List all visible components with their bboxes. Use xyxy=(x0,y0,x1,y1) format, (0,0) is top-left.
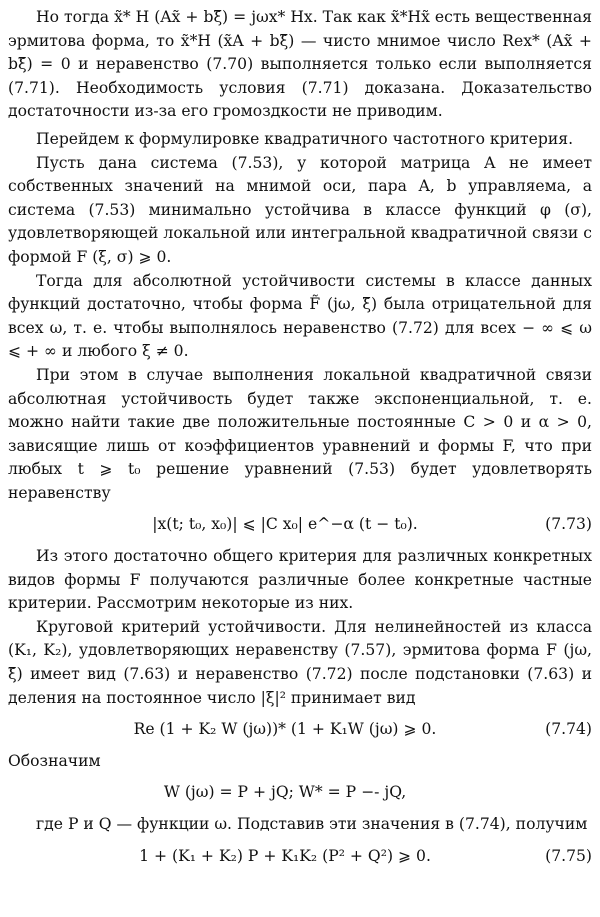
equation-formula: Re (1 + K₂ W (jω))* (1 + K₁W (jω) ⩾ 0. xyxy=(133,720,437,739)
equation-7-74 xyxy=(8,718,592,742)
paragraph-6: Из этого достаточно общего критерия для различных конкретных видов формы F получаются различные более конкретные частные критерии. Рассмотрим некоторые из них. xyxy=(8,547,592,613)
equation-w-def xyxy=(8,781,592,805)
paragraph-2: Перейдем к формулировке квадратичного частотного критерия. xyxy=(36,129,574,148)
equation-7-73 xyxy=(8,513,592,537)
paragraph-4: Тогда для абсолютной устойчивости системы в классе данных функций достаточно, чтобы форма F̃ (jω, ξ̃) была отрицательной для всех ω, т. е. чтобы выполнялось неравенство (7.72) для всех − ∞ ⩽ ω ⩽ + ∞ и любого ξ ≠ 0. xyxy=(8,271,592,361)
equation-formula: 1 + (K₁ + K₂) P + K₁K₂ (P² + Q²) ⩾ 0. xyxy=(139,846,431,865)
paragraph-7: Круговой критерий устойчивости. Для нелинейностей из класса (K₁, K₂), удовлетворяющих неравенству (7.57), эрмитова форма F (jω, ξ̃) имеет вид (7.63) и неравенство (7.72) после подстановки (7.63) и деления на постоянное число |ξ|² принимает вид xyxy=(8,617,592,707)
paragraph-8: где P и Q — функции ω. Подставив эти значения в (7.74), получим xyxy=(36,815,588,833)
word-oboznachim: Обозначим xyxy=(8,751,101,770)
paragraph-3: Пусть дана система (7.53), у которой матрица A не имеет собственных значений на мнимой оси, пара A, b управляема, а система (7.53) минимально устойчива в классе функций φ (σ), удовлетворяющей локальной или интегральной квадратичной связи с формой F (ξ, σ) ⩾ 0. xyxy=(8,153,592,266)
equation-number: (7.74) xyxy=(545,720,592,739)
equation-formula: |x(t; t₀, x₀)| ⩽ |C x₀| e^−α (t − t₀). xyxy=(152,515,418,534)
paragraph-5: При этом в случае выполнения локальной квадратичной связи абсолютная устойчивость будет также экспоненциальной, т. е. можно найти такие две положительные постоянные C > 0 и α > 0, зависящие лишь от коэффициентов уравнений и формы F, что при любых t ⩾ t₀ решение уравнений (7.53) будет удовлетворять неравенству xyxy=(8,365,592,502)
equation-7-75 xyxy=(8,845,592,869)
paragraph-1: Но тогда x̃* H (Ax̃ + bξ̃) = jωx* Hx. Так как x̃*Hx̃ есть вещественная эрмитова форма, то x̃*H (x̃A + bξ̃) — чисто мнимое число Rex* (Ax̃ + bξ̃) = 0 и неравенство (7.70) выполняется только если выполняется (7.71). Необходимость условия (7.71) доказана. Доказательство достаточности из-за его громоздкости не приводим. xyxy=(8,8,592,121)
equation-formula: W (jω) = P + jQ; W* = P −- jQ, xyxy=(163,783,407,802)
equation-number: (7.73) xyxy=(545,515,592,534)
equation-number: (7.75) xyxy=(545,846,592,865)
